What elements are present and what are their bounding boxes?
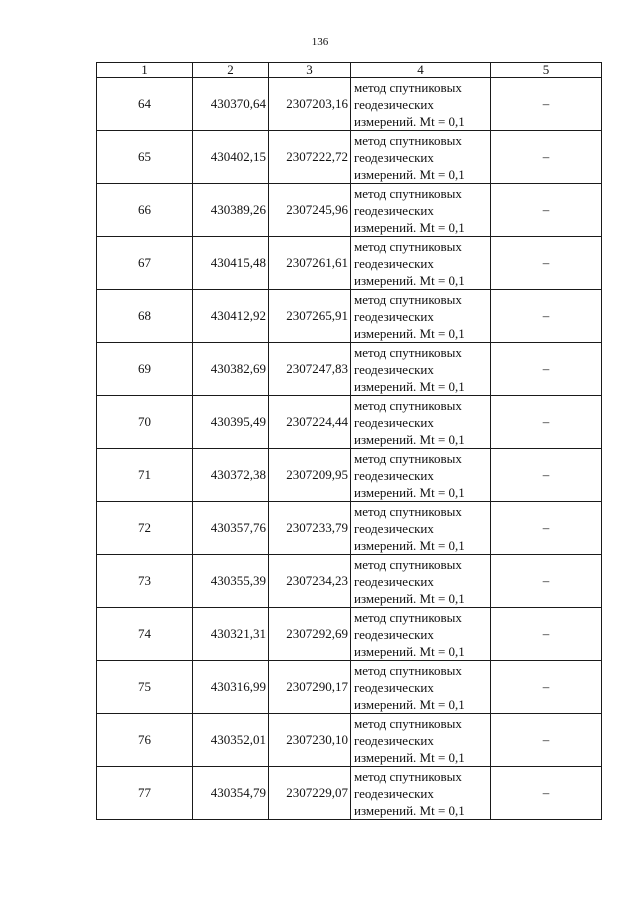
note-cell: – bbox=[491, 449, 602, 502]
method-cell bbox=[351, 714, 491, 767]
method-line: метод спутниковых bbox=[354, 609, 462, 625]
y-coordinate-cell: 2307233,79 bbox=[269, 502, 351, 555]
method-line: измерений. Mt = 0,1 bbox=[354, 166, 465, 182]
note-cell: – bbox=[491, 396, 602, 449]
y-coordinate-cell: 2307261,61 bbox=[269, 237, 351, 290]
y-coordinate-cell: 2307292,69 bbox=[269, 608, 351, 661]
table-row bbox=[97, 131, 602, 184]
point-number-cell: 65 bbox=[97, 131, 193, 184]
table-body bbox=[97, 78, 602, 820]
method-cell bbox=[351, 396, 491, 449]
y-coordinate-cell: 2307247,83 bbox=[269, 343, 351, 396]
method-line: измерений. Mt = 0,1 bbox=[354, 219, 465, 235]
method-line: геодезических bbox=[354, 149, 434, 165]
x-coordinate-cell: 430355,39 bbox=[193, 555, 269, 608]
note-cell: – bbox=[491, 343, 602, 396]
method-line: измерений. Mt = 0,1 bbox=[354, 113, 465, 129]
method-line: метод спутниковых bbox=[354, 291, 462, 307]
point-number-cell: 66 bbox=[97, 184, 193, 237]
table-row bbox=[97, 608, 602, 661]
x-coordinate-cell: 430395,49 bbox=[193, 396, 269, 449]
method-line: измерений. Mt = 0,1 bbox=[354, 431, 465, 447]
method-line: геодезических bbox=[354, 520, 434, 536]
coordinates-table bbox=[96, 62, 602, 820]
table-row bbox=[97, 290, 602, 343]
y-coordinate-cell: 2307265,91 bbox=[269, 290, 351, 343]
column-header-5: 5 bbox=[491, 63, 602, 78]
point-number-cell: 76 bbox=[97, 714, 193, 767]
method-line: метод спутниковых bbox=[354, 715, 462, 731]
method-cell bbox=[351, 502, 491, 555]
method-line: геодезических bbox=[354, 785, 434, 801]
method-line: метод спутниковых bbox=[354, 768, 462, 784]
x-coordinate-cell: 430372,38 bbox=[193, 449, 269, 502]
point-number-cell: 67 bbox=[97, 237, 193, 290]
method-line: метод спутниковых bbox=[354, 450, 462, 466]
method-line: метод спутниковых bbox=[354, 79, 462, 95]
x-coordinate-cell: 430389,26 bbox=[193, 184, 269, 237]
table-row bbox=[97, 767, 602, 820]
method-line: измерений. Mt = 0,1 bbox=[354, 484, 465, 500]
method-cell bbox=[351, 608, 491, 661]
page-number: 136 bbox=[311, 36, 329, 48]
method-line: измерений. Mt = 0,1 bbox=[354, 537, 465, 553]
note-cell: – bbox=[491, 714, 602, 767]
table-row bbox=[97, 343, 602, 396]
y-coordinate-cell: 2307230,10 bbox=[269, 714, 351, 767]
method-line: метод спутниковых bbox=[354, 503, 462, 519]
method-cell bbox=[351, 131, 491, 184]
method-line: измерений. Mt = 0,1 bbox=[354, 696, 465, 712]
x-coordinate-cell: 430352,01 bbox=[193, 714, 269, 767]
x-coordinate-cell: 430412,92 bbox=[193, 290, 269, 343]
note-cell: – bbox=[491, 184, 602, 237]
method-cell bbox=[351, 290, 491, 343]
table-row bbox=[97, 555, 602, 608]
y-coordinate-cell: 2307203,16 bbox=[269, 78, 351, 131]
table-row bbox=[97, 184, 602, 237]
point-number-cell: 64 bbox=[97, 78, 193, 131]
point-number-cell: 73 bbox=[97, 555, 193, 608]
note-cell: – bbox=[491, 608, 602, 661]
column-header-2: 2 bbox=[193, 63, 269, 78]
method-line: измерений. Mt = 0,1 bbox=[354, 325, 465, 341]
method-cell bbox=[351, 237, 491, 290]
method-line: измерений. Mt = 0,1 bbox=[354, 749, 465, 765]
method-line: геодезических bbox=[354, 255, 434, 271]
table-row bbox=[97, 449, 602, 502]
method-line: метод спутниковых bbox=[354, 344, 462, 360]
y-coordinate-cell: 2307290,17 bbox=[269, 661, 351, 714]
y-coordinate-cell: 2307209,95 bbox=[269, 449, 351, 502]
method-line: метод спутниковых bbox=[354, 397, 462, 413]
method-line: геодезических bbox=[354, 202, 434, 218]
x-coordinate-cell: 430415,48 bbox=[193, 237, 269, 290]
method-line: измерений. Mt = 0,1 bbox=[354, 378, 465, 394]
method-line: метод спутниковых bbox=[354, 662, 462, 678]
point-number-cell: 75 bbox=[97, 661, 193, 714]
table-header-row bbox=[97, 63, 602, 78]
note-cell: – bbox=[491, 78, 602, 131]
table-row bbox=[97, 78, 602, 131]
note-cell: – bbox=[491, 131, 602, 184]
method-cell bbox=[351, 184, 491, 237]
point-number-cell: 74 bbox=[97, 608, 193, 661]
method-line: геодезических bbox=[354, 308, 434, 324]
method-line: метод спутниковых bbox=[354, 238, 462, 254]
method-line: геодезических bbox=[354, 626, 434, 642]
x-coordinate-cell: 430354,79 bbox=[193, 767, 269, 820]
method-cell bbox=[351, 767, 491, 820]
point-number-cell: 68 bbox=[97, 290, 193, 343]
method-cell bbox=[351, 555, 491, 608]
note-cell: – bbox=[491, 290, 602, 343]
point-number-cell: 77 bbox=[97, 767, 193, 820]
point-number-cell: 69 bbox=[97, 343, 193, 396]
method-line: геодезических bbox=[354, 573, 434, 589]
note-cell: – bbox=[491, 502, 602, 555]
note-cell: – bbox=[491, 767, 602, 820]
method-cell bbox=[351, 661, 491, 714]
method-line: измерений. Mt = 0,1 bbox=[354, 272, 465, 288]
y-coordinate-cell: 2307245,96 bbox=[269, 184, 351, 237]
method-line: метод спутниковых bbox=[354, 132, 462, 148]
table-row bbox=[97, 237, 602, 290]
method-cell bbox=[351, 343, 491, 396]
column-header-4: 4 bbox=[351, 63, 491, 78]
method-cell bbox=[351, 78, 491, 131]
table-row bbox=[97, 661, 602, 714]
point-number-cell: 71 bbox=[97, 449, 193, 502]
method-line: геодезических bbox=[354, 467, 434, 483]
x-coordinate-cell: 430370,64 bbox=[193, 78, 269, 131]
y-coordinate-cell: 2307229,07 bbox=[269, 767, 351, 820]
column-header-1: 1 bbox=[97, 63, 193, 78]
x-coordinate-cell: 430316,99 bbox=[193, 661, 269, 714]
x-coordinate-cell: 430321,31 bbox=[193, 608, 269, 661]
table-row bbox=[97, 502, 602, 555]
method-line: геодезических bbox=[354, 732, 434, 748]
method-line: метод спутниковых bbox=[354, 185, 462, 201]
y-coordinate-cell: 2307222,72 bbox=[269, 131, 351, 184]
method-cell bbox=[351, 449, 491, 502]
method-line: измерений. Mt = 0,1 bbox=[354, 643, 465, 659]
note-cell: – bbox=[491, 555, 602, 608]
method-line: геодезических bbox=[354, 679, 434, 695]
method-line: измерений. Mt = 0,1 bbox=[354, 802, 465, 818]
x-coordinate-cell: 430382,69 bbox=[193, 343, 269, 396]
method-line: геодезических bbox=[354, 414, 434, 430]
point-number-cell: 72 bbox=[97, 502, 193, 555]
method-line: метод спутниковых bbox=[354, 556, 462, 572]
x-coordinate-cell: 430357,76 bbox=[193, 502, 269, 555]
table-row bbox=[97, 396, 602, 449]
y-coordinate-cell: 2307224,44 bbox=[269, 396, 351, 449]
note-cell: – bbox=[491, 661, 602, 714]
method-line: измерений. Mt = 0,1 bbox=[354, 590, 465, 606]
table-row bbox=[97, 714, 602, 767]
y-coordinate-cell: 2307234,23 bbox=[269, 555, 351, 608]
point-number-cell: 70 bbox=[97, 396, 193, 449]
column-header-3: 3 bbox=[269, 63, 351, 78]
method-line: геодезических bbox=[354, 361, 434, 377]
method-line: геодезических bbox=[354, 96, 434, 112]
x-coordinate-cell: 430402,15 bbox=[193, 131, 269, 184]
note-cell: – bbox=[491, 237, 602, 290]
